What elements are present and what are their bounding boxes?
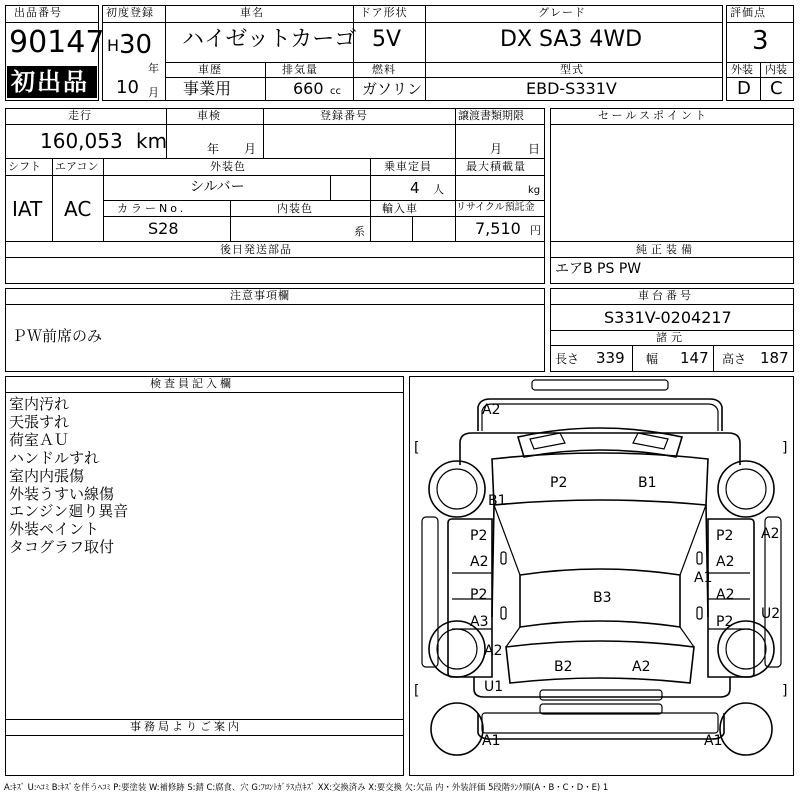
transfer-month-unit: 月 <box>490 142 503 156</box>
mark-left-rear-door-a: A2 <box>716 587 735 603</box>
bracket-right-rear: ] <box>782 683 788 699</box>
bracket-right-front: ] <box>782 440 788 456</box>
year-unit: 年 <box>148 62 159 75</box>
mark-right-rear-door-a: A3 <box>470 614 489 630</box>
mark-left-front-edge: A2 <box>761 526 780 542</box>
lot-no-label: 出品番号 <box>14 6 62 19</box>
int-color-label: 内装色 <box>277 202 313 215</box>
shift-value: IAT <box>12 197 43 221</box>
shift-label: シフト <box>8 160 41 173</box>
inspector-notes <box>9 396 128 557</box>
ac-value: AC <box>64 197 92 221</box>
mark-rear-left: A2 <box>632 659 651 675</box>
ext-color-label: 外装色 <box>210 160 246 173</box>
exterior-grade: D <box>737 78 751 99</box>
mark-right-front-door-a: A2 <box>470 554 489 570</box>
first-reg-label: 初度登録 <box>106 6 154 19</box>
history-label: 車歴 <box>198 63 222 76</box>
inspector-note: 外装ペイント <box>9 520 100 539</box>
interior-grade: C <box>770 78 783 99</box>
inspector-note: エンジン廻り異音 <box>9 502 129 521</box>
height-value: 187 <box>760 349 789 367</box>
lot-number: 90147 <box>9 25 105 60</box>
mark-left-rear-edge: U2 <box>761 606 781 622</box>
legend-text: A:ｷｽﾞ U:ﾍｺﾐ B:ｷｽﾞを伴うﾍｺﾐ P:要塗装 W:補修跡 S:錆 C:腐食、穴 G:ﾌﾛﾝﾄｶﾞﾗｽ点ｷｽﾞ XX:交換済み X:要交換 欠:欠品 内・外装評価 5段階ﾗﾝｸ順(A・B・C・D・E) 1 <box>4 782 609 792</box>
inspector-note: タコグラフ取付 <box>9 538 115 557</box>
inspection-year-unit: 年 <box>207 142 220 156</box>
mark-rear-bumper-left: A1 <box>704 733 723 749</box>
length-value: 339 <box>596 349 625 367</box>
recycle-unit: 円 <box>530 224 541 237</box>
inspector-note: 天張すれ <box>9 412 70 431</box>
car-name: ハイゼットカーゴ <box>182 27 357 52</box>
first-listing-text: 初出品 <box>11 68 89 96</box>
mark-hood-right: P2 <box>550 475 568 491</box>
mark-hood-left: B1 <box>638 475 657 491</box>
mileage-unit: km <box>136 129 168 153</box>
mark-right-rear-qtr: A2 <box>484 643 503 659</box>
score-label: 評価点 <box>730 6 766 19</box>
era-letter: H <box>107 36 120 55</box>
later-parts-label: 後日発送部品 <box>220 243 292 256</box>
max-load-label: 最大積載量 <box>466 160 526 173</box>
inspector-note: 室内汚れ <box>9 395 70 413</box>
sales-point-label: セールスポイント <box>598 109 710 122</box>
mark-right-rear-door-p: P2 <box>470 587 488 603</box>
color-no-value: S28 <box>148 219 179 238</box>
car-outline-diagram <box>410 377 793 775</box>
equipment-label: 純正装備 <box>636 243 696 256</box>
mark-front-bumper: A2 <box>482 402 501 418</box>
bracket-left-rear: [ <box>414 683 420 699</box>
recycle-value: 7,510 <box>475 219 521 238</box>
inspector-note: 荷室ＡＵ <box>9 430 70 449</box>
plate-label: 登録番号 <box>320 109 368 122</box>
mileage-value: 160,053 <box>40 129 123 153</box>
mark-roof: B3 <box>593 590 612 606</box>
displacement-label: 排気量 <box>282 63 318 76</box>
width-label: 幅 <box>646 352 659 366</box>
displacement-unit: cc <box>330 86 341 97</box>
month-unit: 月 <box>148 86 159 99</box>
inspector-note: 室内内張傷 <box>9 466 85 485</box>
mark-left-rear-door-p: P2 <box>716 614 734 630</box>
inspector-label: 検査員記入欄 <box>150 377 234 390</box>
grade-label: グレード <box>538 6 586 19</box>
fuel-label: 燃料 <box>372 63 396 76</box>
mark-right-rear-bumper: U1 <box>484 679 504 695</box>
transfer-day-unit: 日 <box>528 142 541 156</box>
equipment-value: エアB PS PW <box>555 261 642 277</box>
car-history: 事業用 <box>183 79 232 98</box>
door-type: 5V <box>372 27 402 52</box>
bracket-left-front: [ <box>414 440 420 456</box>
ext-color-value: シルバー <box>190 179 245 195</box>
capacity-value: 4 <box>410 179 420 197</box>
inspector-note: 外装うすい線傷 <box>9 484 115 503</box>
length-label: 長さ <box>555 352 580 366</box>
notes-label: 注意事項欄 <box>230 289 290 302</box>
color-no-label: カラーNo. <box>117 202 187 215</box>
specs-label: 諸元 <box>656 331 686 344</box>
height-label: 高さ <box>722 352 747 366</box>
inspector-note: ハンドルすれ <box>9 448 100 467</box>
notes-text: ＰＷ前席のみ <box>12 327 103 345</box>
max-load-unit: kg <box>528 185 541 196</box>
fuel-value: ガソリン <box>362 80 423 98</box>
mark-rear-bumper-right: A1 <box>482 733 501 749</box>
damage-diagram <box>409 376 794 776</box>
capacity-unit: 人 <box>433 183 444 196</box>
mileage-label: 走行 <box>68 109 92 122</box>
recycle-label: リサイクル預託金 <box>456 202 535 213</box>
mark-rear-glass: B2 <box>554 659 573 675</box>
import-label: 輸入車 <box>382 202 418 215</box>
office-label: 事務局よりご案内 <box>130 720 242 733</box>
mark-left-front-door-a: A2 <box>716 554 735 570</box>
first-listing-badge <box>7 66 97 98</box>
car-name-label: 車名 <box>240 6 264 19</box>
model-label: 型式 <box>560 63 584 76</box>
width-value: 147 <box>680 349 709 367</box>
mark-left-step: A1 <box>694 570 713 586</box>
chassis-number: S331V-0204217 <box>604 308 732 327</box>
int-color-unit: 系 <box>354 225 365 238</box>
inspection-label: 車検 <box>197 109 221 122</box>
score-value: 3 <box>752 26 769 56</box>
door-label: ドア形状 <box>360 6 408 19</box>
exterior-label: 外装 <box>731 63 753 76</box>
transfer-label: 譲渡書類期限 <box>458 109 524 122</box>
ac-label: エアコン <box>55 160 99 173</box>
inspection-month-unit: 月 <box>244 142 257 156</box>
mark-right-front-door-p: P2 <box>470 528 488 544</box>
mark-right-fender: B1 <box>488 493 507 509</box>
interior-label: 内装 <box>765 63 787 76</box>
mark-left-front-door-p: P2 <box>716 528 734 544</box>
reg-year: 30 <box>119 30 153 60</box>
chassis-no-label: 車台番号 <box>638 289 694 302</box>
grade-value: DX SA3 4WD <box>500 27 643 52</box>
reg-month: 10 <box>116 77 139 98</box>
model-value: EBD-S331V <box>526 79 617 98</box>
capacity-label: 乗車定員 <box>384 160 432 173</box>
displacement-value: 660 <box>293 79 324 98</box>
